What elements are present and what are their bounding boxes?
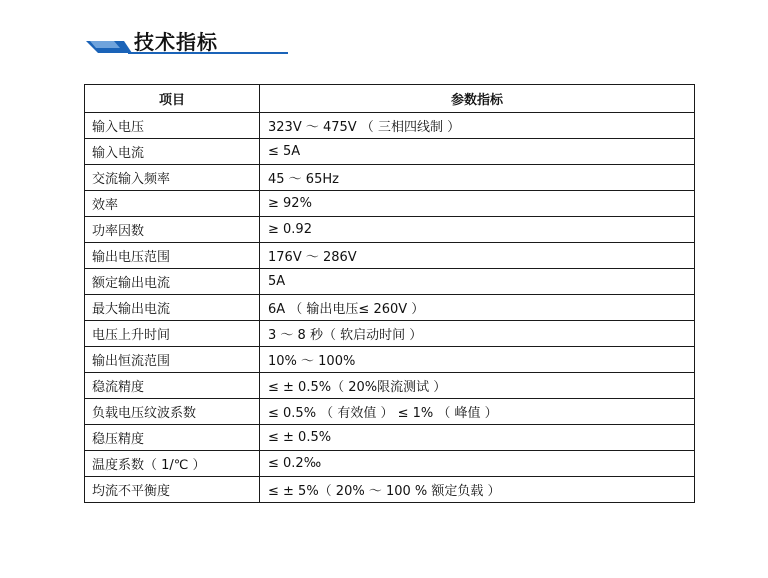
column-header-spec: 参数指标 (260, 85, 695, 113)
column-header-item: 项目 (85, 85, 260, 113)
spec-table (84, 84, 695, 503)
param-name-cell: 功率因数 (85, 217, 260, 243)
table-row (85, 295, 695, 321)
param-name-cell: 输出恒流范围 (85, 347, 260, 373)
section-header (84, 24, 288, 58)
param-name-cell: 额定输出电流 (85, 269, 260, 295)
table-row (85, 477, 695, 503)
param-name-cell: 输入电压 (85, 113, 260, 139)
param-value-cell: ≤ 5A (260, 139, 695, 165)
table-row (85, 269, 695, 295)
param-name-cell: 稳流精度 (85, 373, 260, 399)
param-name-cell: 稳压精度 (85, 425, 260, 451)
param-name-cell: 输入电流 (85, 139, 260, 165)
param-value-cell: ≤ 0.5% （ 有效值 ） ≤ 1% （ 峰值 ） (260, 399, 695, 425)
param-name-cell: 负载电压纹波系数 (85, 399, 260, 425)
table-row (85, 451, 695, 477)
param-name-cell: 交流输入频率 (85, 165, 260, 191)
param-value-cell: 5A (260, 269, 695, 295)
table-row (85, 399, 695, 425)
table-row (85, 347, 695, 373)
table-row (85, 321, 695, 347)
param-value-cell: 323V ～ 475V （ 三相四线制 ） (260, 113, 695, 139)
table-row (85, 243, 695, 269)
table-row (85, 165, 695, 191)
param-name-cell: 均流不平衡度 (85, 477, 260, 503)
param-value-cell: 3 ～ 8 秒（ 软启动时间 ） (260, 321, 695, 347)
param-value-cell: ≤ ± 0.5% (260, 425, 695, 451)
table-row (85, 191, 695, 217)
table-row (85, 113, 695, 139)
param-value-cell: ≥ 0.92 (260, 217, 695, 243)
section-title: 技术指标 (134, 30, 218, 54)
param-value-cell: 6A （ 输出电压≤ 260V ） (260, 295, 695, 321)
param-value-cell: ≤ 0.2‰ (260, 451, 695, 477)
param-value-cell: ≤ ± 0.5%（ 20%限流测试 ） (260, 373, 695, 399)
param-value-cell: ≤ ± 5%（ 20% ～ 100 % 额定负载 ） (260, 477, 695, 503)
param-name-cell: 电压上升时间 (85, 321, 260, 347)
param-value-cell: 176V ～ 286V (260, 243, 695, 269)
param-value-cell: 10% ～ 100% (260, 347, 695, 373)
param-name-cell: 温度系数（ 1/℃ ） (85, 451, 260, 477)
param-value-cell: 45 ～ 65Hz (260, 165, 695, 191)
param-name-cell: 效率 (85, 191, 260, 217)
table-row (85, 217, 695, 243)
param-name-cell: 输出电压范围 (85, 243, 260, 269)
param-name-cell: 最大输出电流 (85, 295, 260, 321)
table-header-row (85, 85, 695, 113)
table-row (85, 373, 695, 399)
table-row (85, 139, 695, 165)
table-row (85, 425, 695, 451)
param-value-cell: ≥ 92% (260, 191, 695, 217)
